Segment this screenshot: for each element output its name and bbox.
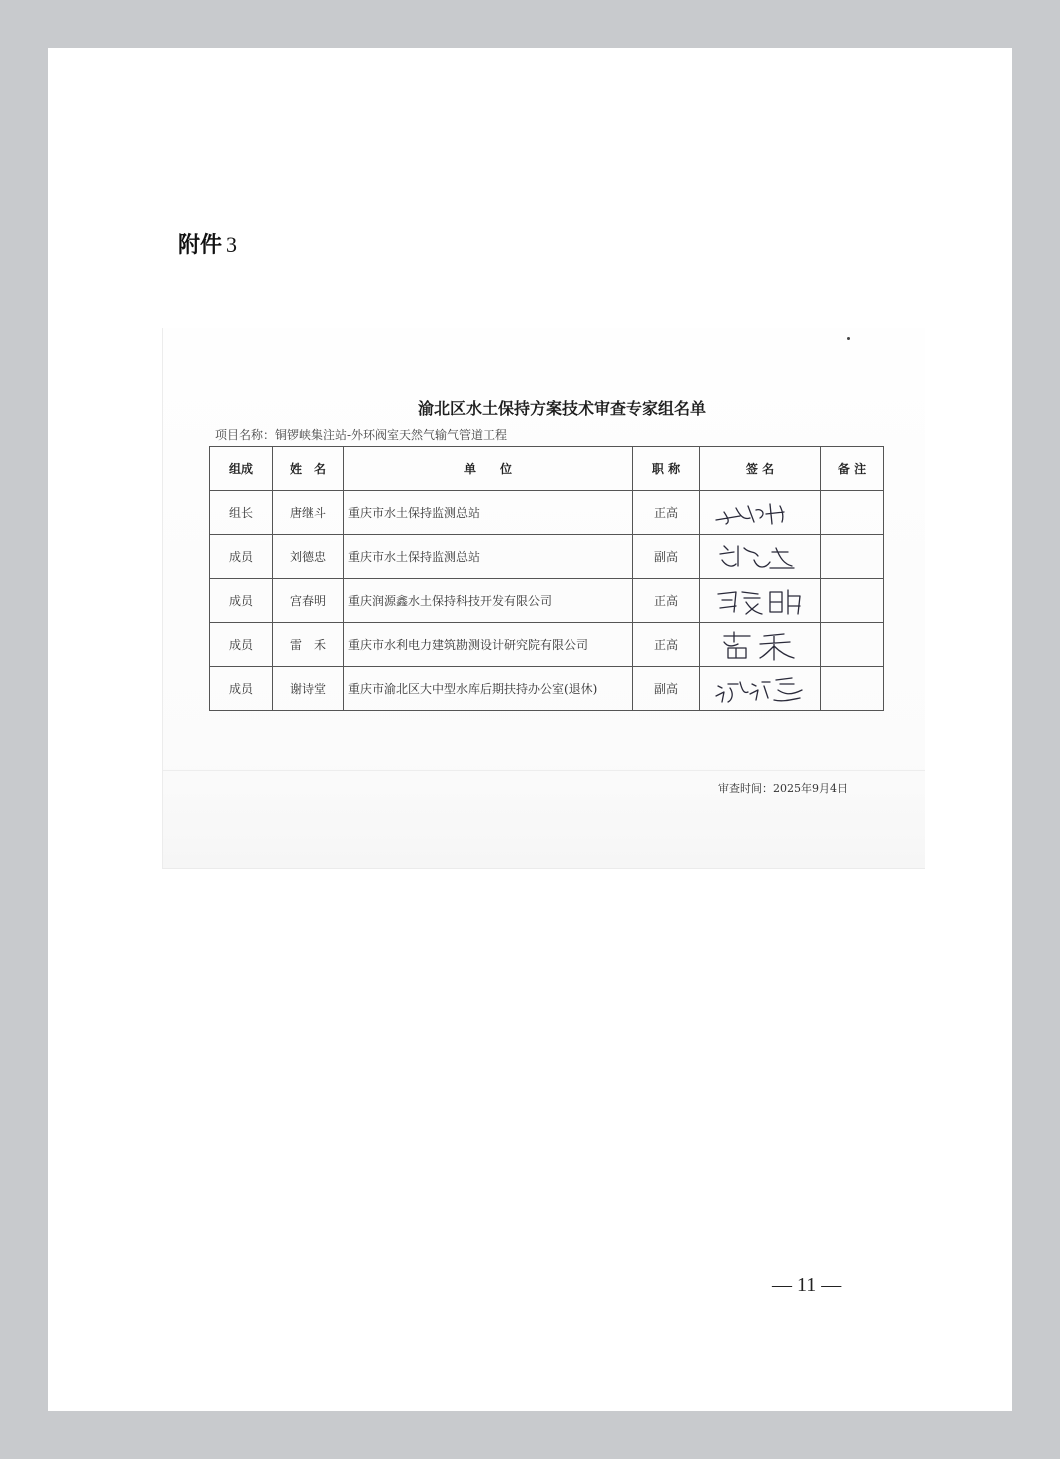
header-signature: 签 名: [700, 447, 821, 491]
header-unit: 单 位: [344, 447, 633, 491]
cell-name: 唐继斗: [273, 491, 344, 535]
signature-image: [710, 540, 810, 574]
table-row: [210, 623, 884, 667]
cell-role: 成员: [210, 667, 273, 711]
cell-unit: 重庆润源鑫水土保持科技开发有限公司: [344, 579, 633, 623]
cell-remarks: [821, 579, 884, 623]
cell-title: 正高: [633, 491, 700, 535]
cell-unit: 重庆市水利电力建筑勘测设计研究院有限公司: [344, 623, 633, 667]
cell-remarks: [821, 623, 884, 667]
signature-image: [710, 496, 810, 530]
cell-name: 刘德忠: [273, 535, 344, 579]
form-title: 渝北区水土保持方案技术审查专家组名单: [417, 399, 706, 418]
cell-title: 正高: [633, 623, 700, 667]
cell-signature: [700, 579, 821, 623]
cell-unit: 重庆市水土保持监测总站: [344, 535, 633, 579]
expert-table: [209, 446, 884, 711]
cell-role: 成员: [210, 623, 273, 667]
cell-signature: [700, 535, 821, 579]
table-row: [210, 579, 884, 623]
scanned-form: [162, 328, 925, 869]
header-name: 姓 名: [273, 447, 344, 491]
header-remarks: 备 注: [821, 447, 884, 491]
scan-speck: [847, 337, 850, 340]
project-name: 项目名称：铜锣峡集注站-外环阀室天然气输气管道工程: [215, 428, 508, 442]
cell-title: 副高: [633, 667, 700, 711]
cell-remarks: [821, 491, 884, 535]
review-date: 审查时间：2025年9月4日: [718, 782, 848, 795]
cell-remarks: [821, 535, 884, 579]
cell-name: 谢诗堂: [273, 667, 344, 711]
scan-edge-line: [163, 770, 925, 771]
cell-role: 组长: [210, 491, 273, 535]
signature-image: [710, 672, 810, 706]
cell-remarks: [821, 667, 884, 711]
table-row: [210, 535, 884, 579]
cell-title: 副高: [633, 535, 700, 579]
cell-name: 雷 禾: [273, 623, 344, 667]
cell-title: 正高: [633, 579, 700, 623]
cell-role: 成员: [210, 579, 273, 623]
table-row: [210, 667, 884, 711]
attachment-number: 3: [226, 232, 238, 257]
table-row: [210, 491, 884, 535]
document-page: [48, 48, 1012, 1411]
header-title: 职 称: [633, 447, 700, 491]
cell-signature: [700, 667, 821, 711]
cell-role: 成员: [210, 535, 273, 579]
table-header-row: [210, 447, 884, 491]
cell-name: 宫春明: [273, 579, 344, 623]
signature-image: [710, 584, 810, 618]
signature-image: [710, 628, 810, 662]
cell-signature: [700, 491, 821, 535]
page-number: — 11 —: [772, 1274, 842, 1296]
attachment-label: 附件 3: [178, 232, 238, 258]
header-role: 组成: [210, 447, 273, 491]
cell-unit: 重庆市渝北区大中型水库后期扶持办公室(退休): [344, 667, 633, 711]
cell-signature: [700, 623, 821, 667]
cell-unit: 重庆市水土保持监测总站: [344, 491, 633, 535]
